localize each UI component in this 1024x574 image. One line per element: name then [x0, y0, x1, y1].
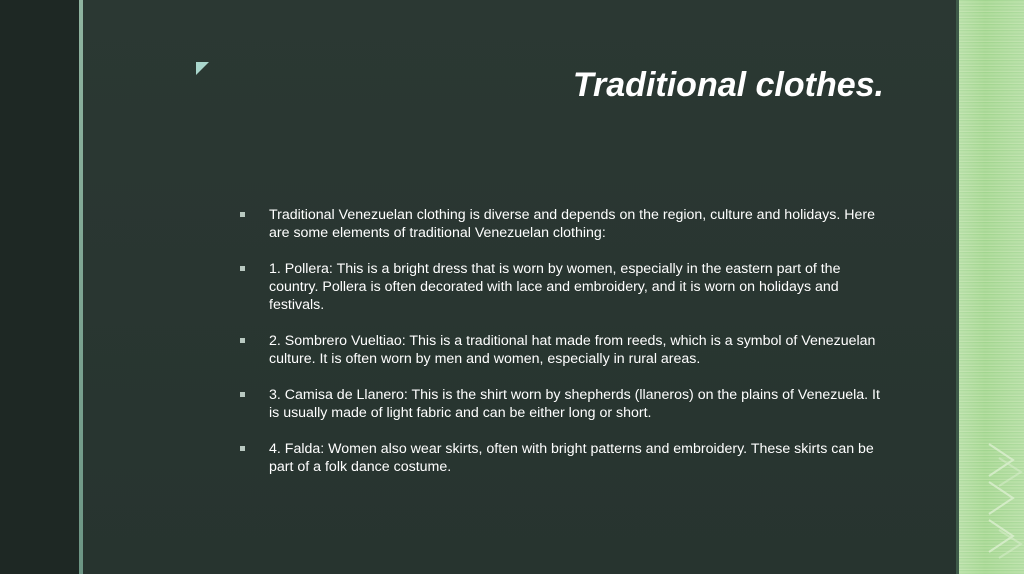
- square-bullet-icon: [240, 446, 245, 451]
- bullet-list: [236, 206, 886, 494]
- slide-title: Traditional clothes.: [572, 66, 884, 104]
- list-item: [236, 440, 886, 476]
- square-bullet-icon: [240, 266, 245, 271]
- list-item: [236, 332, 886, 368]
- square-bullet-icon: [240, 338, 245, 343]
- list-item: [236, 260, 886, 314]
- square-bullet-icon: [240, 212, 245, 217]
- triangle-corner-icon: [196, 62, 209, 75]
- square-bullet-icon: [240, 392, 245, 397]
- bullet-text: 3. Camisa de Llanero: This is the shirt worn by shepherds (llaneros) on the plains of Venezuela. It is usually made of light fabric and can be either long or short.: [269, 387, 880, 421]
- bullet-text: 2. Sombrero Vueltiao: This is a traditional hat made from reeds, which is a symbol of Venezuelan culture. It is often worn by men and women, especially in rural areas.: [269, 333, 876, 367]
- left-band: [0, 0, 79, 574]
- chevron-pattern-icon: [959, 430, 1024, 574]
- bullet-text: 1. Pollera: This is a bright dress that is worn by women, especially in the eastern part of the country. Pollera is often decorated with lace and embroidery, and it is worn on holidays and festivals.: [269, 261, 841, 313]
- bullet-text: 4. Falda: Women also wear skirts, often with bright patterns and embroidery. These skirts can be part of a folk dance costume.: [269, 441, 874, 475]
- list-item: [236, 206, 886, 242]
- list-item: [236, 386, 886, 422]
- bullet-text: Traditional Venezuelan clothing is diverse and depends on the region, culture and holidays. Here are some elements of traditional Venezuelan clothing:: [269, 207, 875, 241]
